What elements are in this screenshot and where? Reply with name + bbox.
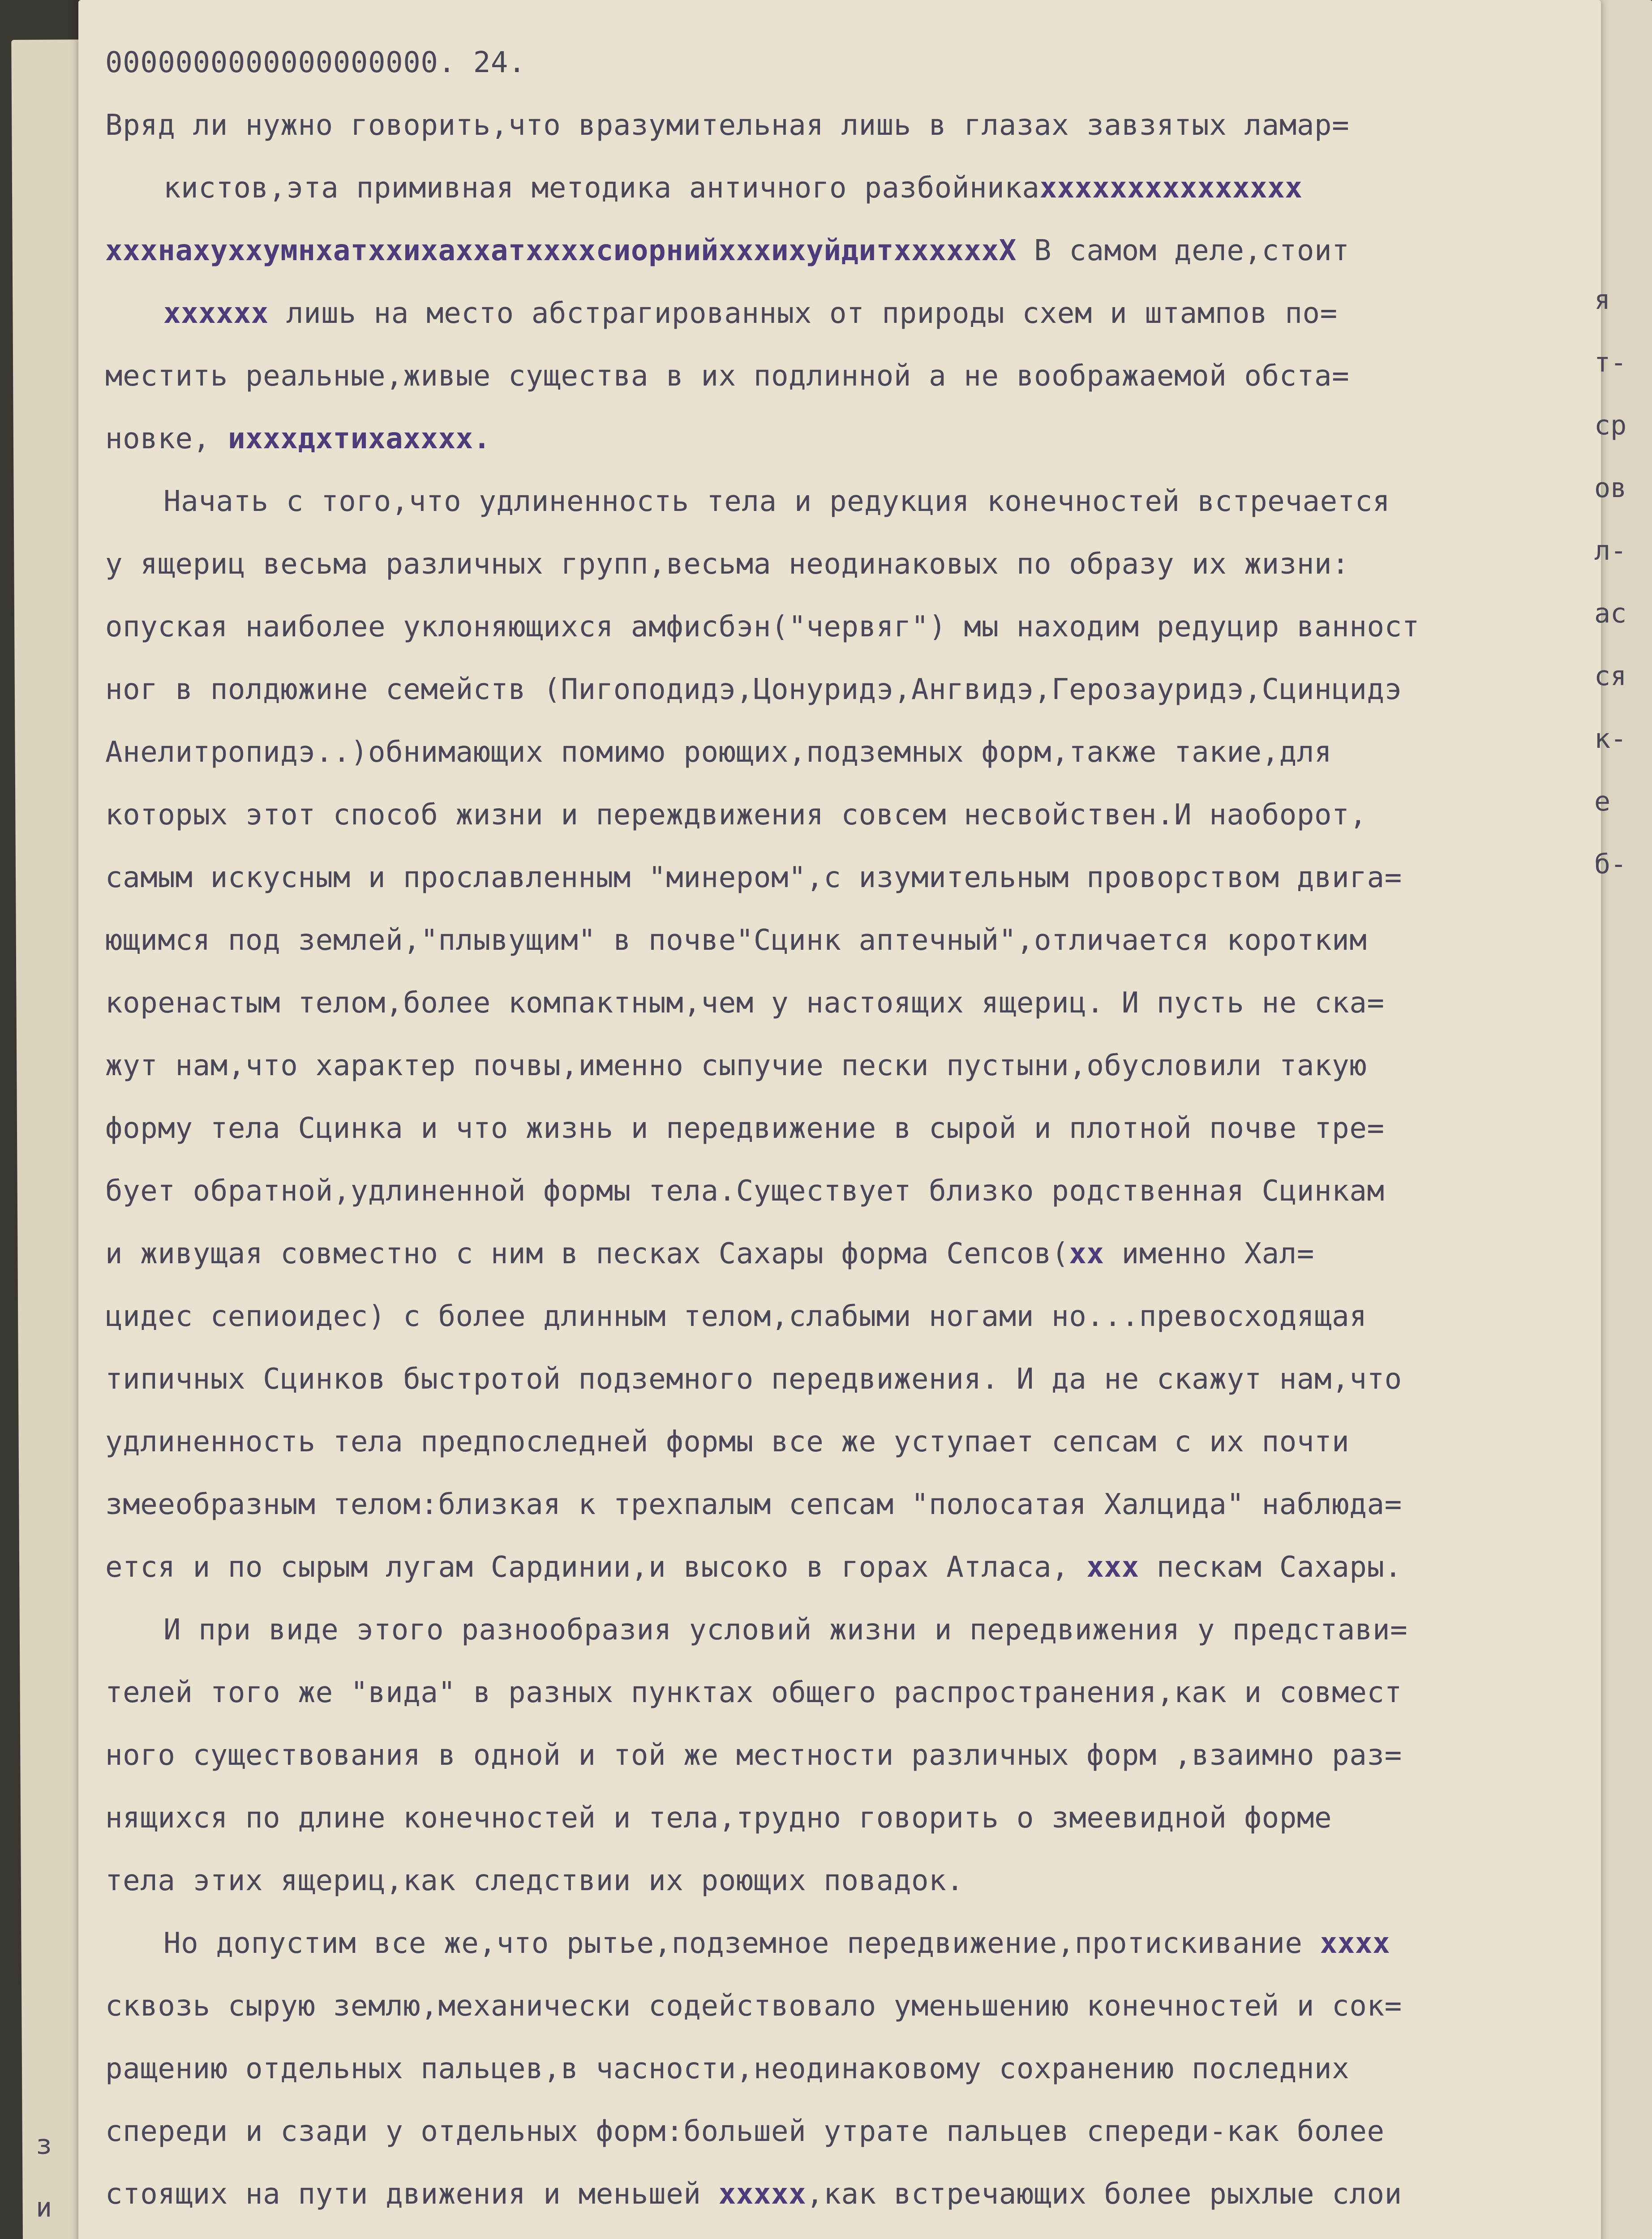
text-line: нящихся по длине конечностей и тела,трудно говорить о змеевидной форме — [105, 1801, 1332, 1835]
typed-text — [105, 31, 1570, 2239]
text-line — [105, 2226, 1570, 2239]
margin-fragment: з — [36, 2129, 52, 2161]
struck-text: xxxxx — [718, 2178, 807, 2211]
text-line: И при виде этого разнообразия условий жизни и передвижения у представи= — [163, 1613, 1408, 1647]
margin-fragment: т- — [1594, 347, 1627, 378]
text-line: коренастым телом,более компактным,чем у настоящих ящериц. И пусть не ска= — [105, 987, 1385, 1020]
margin-fragment: ас — [1594, 598, 1627, 629]
struck-text: xxxнахуххумнхатххихаххатххххсиорнийхххихуйдитххххххХ — [105, 234, 1017, 267]
text-line: ется и по сырым лугам Сардинии,и высоко в горах Атласа, xxx пескам Сахары. — [105, 1551, 1402, 1584]
margin-fragment: ся — [1594, 661, 1627, 692]
text-line: ращению отдельных пальцев,в часности,неодинаковому сохранению последних — [105, 2052, 1350, 2085]
text-line: спереди и сзади у отдельных форм:большей утрате пальцев спереди-как более — [105, 2115, 1385, 2148]
text-line: ног в полдюжине семейств (Пигоподидэ,Цонуридэ,Ангвидэ,Герозауридэ,Сцинцидэ — [105, 673, 1402, 706]
struck-text: xxxx — [1320, 1927, 1390, 1960]
struck-text: ихххдхтихахххх. — [227, 422, 491, 455]
struck-text: xxxxxx — [163, 297, 269, 330]
text-line: xxxxxx лишь на место абстрагированных от природы схем и штампов по= — [163, 297, 1338, 330]
text-line: самым искусным и прославленным "минером",с изумительным проворством двига= — [105, 861, 1402, 894]
struck-text: xx — [1069, 1237, 1104, 1270]
text-line: опуская наиболее уклоняющихся амфисбэн("червяг") мы находим редуцир ванност — [105, 610, 1420, 643]
text-line: новке, ихххдхтихахххх. — [105, 422, 491, 455]
page-header: 0000000000000000000. 24. — [105, 46, 526, 79]
text-line: и живущая совместно с ним в песках Сахары форма Сепсов(xx именно Хал= — [105, 1237, 1315, 1270]
text-line: типичных Сцинков быстротой подземного передвижения. И да не скажут нам,что — [105, 1363, 1402, 1396]
text-line: xxxнахуххумнхатххихаххатххххсиорнийхххихуйдитххххххХ В самом деле,стоит — [105, 234, 1350, 267]
text-line: ного существования в одной и той же местности различных форм ,взаимно раз= — [105, 1739, 1402, 1772]
text-line: форму тела Сцинка и что жизнь и передвижение в сырой и плотной почве тре= — [105, 1112, 1385, 1145]
text-line: жут нам,что характер почвы,именно сыпучие пески пустыни,обусловили такую — [105, 1049, 1367, 1082]
text-line: Анелитропидэ..)обнимающих помимо роющих,подземных форм,также такие,для — [105, 736, 1332, 769]
margin-fragment: б- — [1594, 849, 1627, 880]
margin-fragment: я — [1594, 284, 1611, 316]
text-line: у ящериц весьма различных групп,весьма неодинаковых по образу их жизни: — [105, 548, 1350, 581]
text-line: Вряд ли нужно говорить,что вразумительная лишь в глазах завзятых ламар= — [105, 109, 1350, 142]
text-line: змееобразным телом:близкая к трехпалым сепсам "полосатая Халцида" наблюда= — [105, 1488, 1402, 1521]
left-margin-fragments — [36, 2114, 52, 2239]
margin-fragment: л- — [1594, 535, 1627, 566]
struck-text: xxx — [1086, 1551, 1139, 1584]
text-line: ющимся под землей,"плывущим" в почве"Сцинк аптечный",отличается коротким — [105, 924, 1367, 957]
struck-text: xxxxxxxxxxxxxxx — [1039, 172, 1303, 205]
text-line: стоящих на пути движения и меньшей xxxxx,как встречающих более рыхлые слои — [105, 2178, 1402, 2211]
right-margin-fragments — [1594, 269, 1648, 896]
text-line: кистов,эта примивная методика античного разбойникаxxxxxxxxxxxxxxx — [163, 172, 1303, 205]
typed-page — [78, 0, 1601, 2239]
text-line: цидес сепиоидес) с более длинным телом,слабыми ногами но...превосходящая — [105, 1300, 1367, 1333]
margin-fragment: к- — [1594, 723, 1627, 755]
margin-fragment: ср — [1594, 410, 1627, 441]
text-line: Начать с того,что удлиненность тела и редукция конечностей встречается — [163, 485, 1390, 518]
margin-fragment: е — [1594, 786, 1611, 817]
text-line: сквозь сырую землю,механически содействовало уменьшению конечностей и сок= — [105, 1990, 1402, 2023]
margin-fragment: и — [36, 2192, 52, 2223]
text-line: Но допустим все же,что рытье,подземное передвижение,протискивание xxxx — [163, 1927, 1390, 1960]
margin-fragment: ов — [1594, 472, 1627, 504]
text-line: телей того же "вида" в разных пунктах общего распространения,как и совмест — [105, 1676, 1402, 1709]
text-line: удлиненность тела предпоследней формы все же уступает сепсам с их почти — [105, 1425, 1350, 1458]
text-line: местить реальные,живые существа в их подлинной а не воображаемой обста= — [105, 360, 1350, 393]
text-line: которых этот способ жизни и переждвижения совсем несвойствен.И наоборот, — [105, 798, 1367, 832]
text-line: тела этих ящериц,как следствии их роющих повадок. — [105, 1864, 964, 1897]
text-line: бует обратной,удлиненной формы тела.Существует близко родственная Сцинкам — [105, 1175, 1385, 1208]
